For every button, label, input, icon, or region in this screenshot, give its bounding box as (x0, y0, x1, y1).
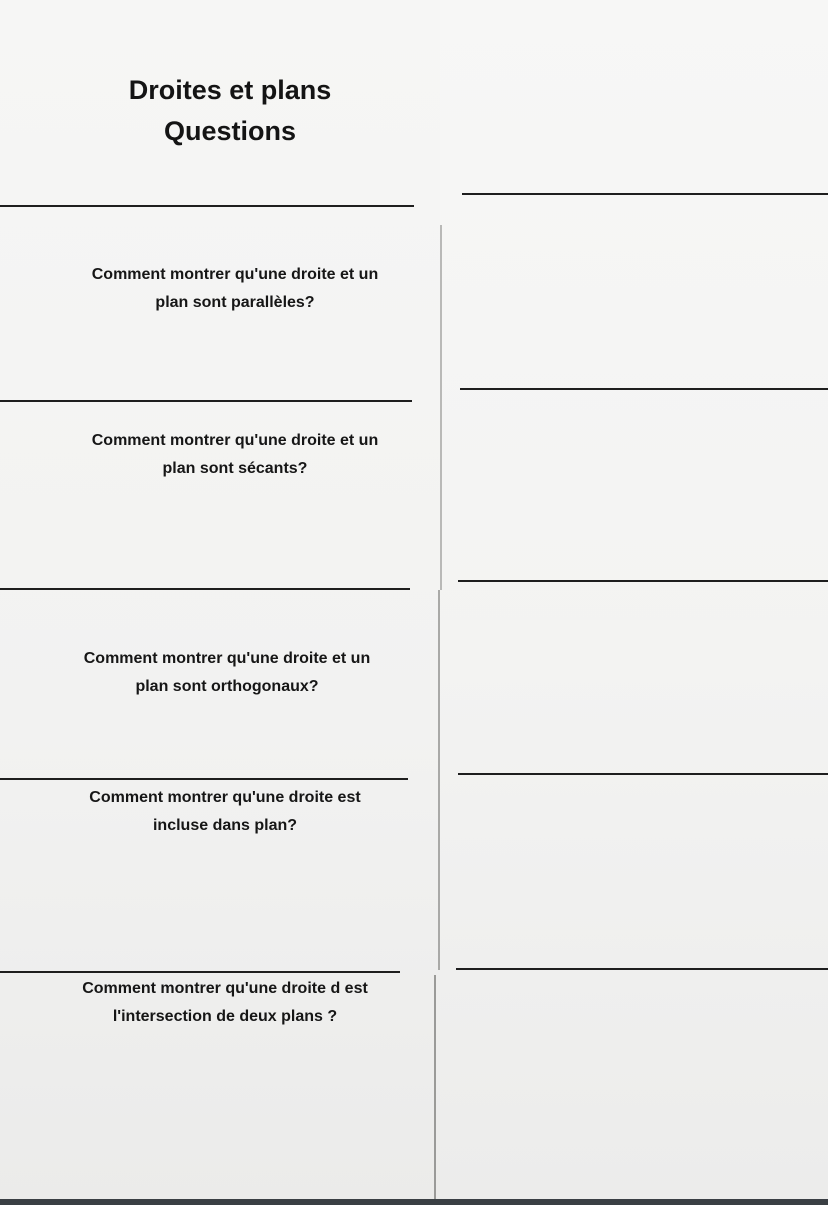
separator-line (0, 778, 408, 780)
answer-separator-line (462, 193, 828, 195)
question-5-line-1: Comment montrer qu'une droite d est (82, 980, 368, 997)
question-3-line-2: plan sont orthogonaux? (135, 678, 319, 695)
answer-separator-line (460, 388, 828, 390)
answer-separator-line (458, 580, 828, 582)
panel-fold-line (438, 590, 440, 970)
question-1-line-1: Comment montrer qu'une droite et un (91, 266, 379, 283)
question-4-line-2: incluse dans plan? (152, 817, 298, 834)
bottom-edge-shadow (0, 1199, 828, 1205)
separator-line (0, 205, 414, 207)
separator-line (0, 971, 400, 973)
page-title: Droites et plans (128, 75, 332, 105)
separator-line (0, 400, 412, 402)
question-1-line-2: plan sont parallèles? (155, 294, 315, 311)
page-subtitle: Questions (163, 116, 297, 146)
panel-fold-line (440, 225, 442, 590)
question-2-line-1: Comment montrer qu'une droite et un (91, 432, 379, 449)
question-5-line-2: l'intersection de deux plans ? (112, 1008, 338, 1025)
answers-panel (440, 0, 828, 1205)
question-3-line-1: Comment montrer qu'une droite et un (83, 650, 371, 667)
answer-separator-line (456, 968, 828, 970)
answer-separator-line (458, 773, 828, 775)
question-2-line-2: plan sont sécants? (162, 460, 308, 477)
question-4-line-1: Comment montrer qu'une droite est (89, 789, 361, 806)
panel-fold-line (434, 975, 436, 1200)
separator-line (0, 588, 410, 590)
